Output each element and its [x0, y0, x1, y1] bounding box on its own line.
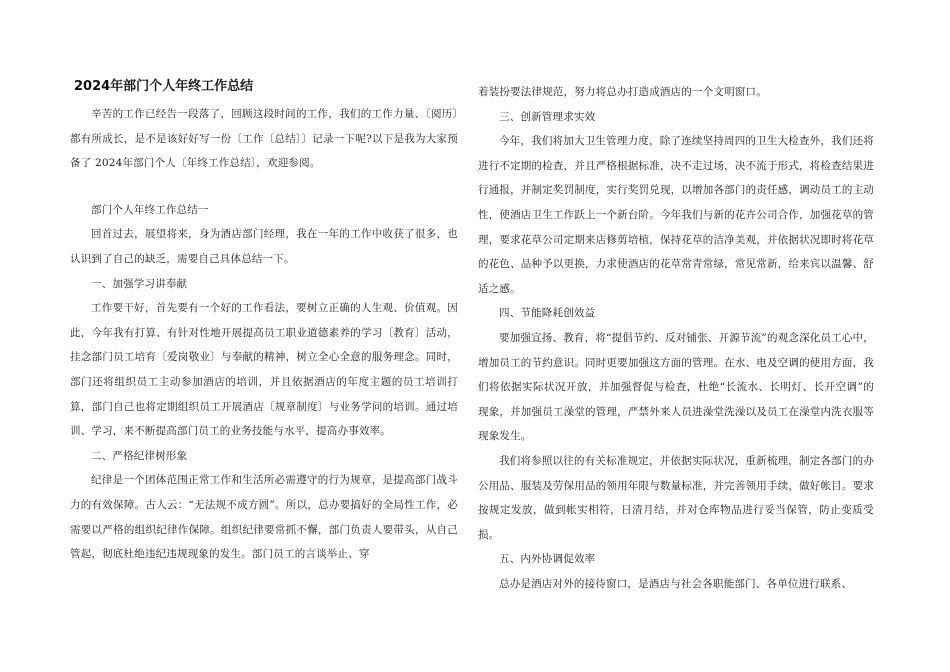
subsection-heading: 五、内外协调促效率 — [499, 553, 596, 566]
paragraph: 纪律是一个团体范围正常工作和生活所必需遵守的行为规章，是提高部门战斗力的有效保障。古人云：“无法规不成方圆”。所以，总办要搞好的全局性工作，必需要以严格的组织纪律作保障。组织纪律要常抓不懈，部门负责人要带头，从自己管起，彻底杜绝违纪违规现象的发生。部门员工的言谈举止、穿 — [70, 474, 458, 561]
subsection-heading: 四、节能降耗创效益 — [499, 307, 596, 320]
section-title: 部门个人年终工作总结一 — [91, 203, 209, 216]
subsection-heading: 一、加强学习讲奉献 — [91, 277, 188, 290]
subsection-heading: 二、严格纪律树形象 — [91, 449, 188, 462]
paragraph-continuation: 着装扮要法律规范，努力将总办打造成酒店的一个文明窗口。 — [478, 86, 767, 98]
right-column — [478, 80, 874, 596]
paragraph: 回首过去，展望将来，身为酒店部门经理，我在一年的工作中收获了很多，也认识到了自己的缺乏，需要自己具体总结一下。 — [70, 228, 458, 265]
paragraph: 我们将参照以往的有关标准规定，并依据实际状况，重新梳理，制定各部门的办公用品、服装及劳保用品的领用年限与数量标准，并完善领用手续，做好帐目。要求按规定发放，做到帐实相符，日清月结，并对仓库物品进行妥当保管，防止变质受损。 — [478, 454, 874, 541]
paragraph: 工作要干好，首先要有一个好的工作看法，要树立正确的人生观、价值观。因此，今年我有打算、有针对性地开展提高员工职业道德素养的学习〔教育〕活动，挂念部门员工培育〔爱岗敬业〕与奉献的精神，树立全心全意的服务理念。同时，部门还将组织员工主动参加酒店的培训，并且依据酒店的年度主题的员工培训打算，部门自己也将定期组织员工开展酒店〔规章制度〕与业务学问的培训。通过培训、学习，来不断提高部门员工的业务技能与水平，提高办事效率。 — [70, 302, 458, 438]
paragraph: 今年，我们将加大卫生管理力度，除了连续坚持周四的卫生大检查外，我们还将进行不定期的检查，并且严格根据标准，决不走过场，决不流于形式，将检查结果进行通报，并制定奖罚制度，实行奖罚兑现，以增加各部门的责任感，调动员工的主动性，使酒店卫生工作跃上一个新台阶。今年我们与新的花卉公司合作，加强花草的管理，要求花草公司定期来店修剪培植，保持花草的洁净美观，并依据状况即时将花草的花色、品种予以更换，力求使酒店的花草常青常绿，常见常新，给来宾以温馨、舒适之感。 — [478, 135, 874, 295]
left-column — [70, 78, 458, 567]
subsection-heading: 三、创新管理求实效 — [499, 110, 596, 123]
section-gap — [70, 176, 458, 198]
paragraph: 总办是酒店对外的接待窗口，是酒店与社会各职能部门、各单位进行联系、 — [499, 577, 853, 590]
document-title: 2024年部门个人年终工作总结 — [74, 79, 254, 94]
intro-paragraph: 辛苦的工作已经告一段落了，回顾这段时间的工作，我们的工作力量、〔阅历〕都有所成长，是不是该好好写一份〔工作〔总结〕〕记录一下呢?以下是我为大家预备了 2024年部门个人〔年终工作总结〕，欢迎参阅。 — [70, 108, 458, 170]
paragraph: 要加强宣扬、教育，将“提倡节约、反对铺张、开源节流”的观念深化员工心中，增加员工的节约意识。同时更要加强这方面的管理。在水、电及空调的使用方面，我们将依据实际状况开放，并加强督促与检查，杜绝“长流水、长明灯、长开空调”的现象，并加强员工澡堂的管理，严禁外来人员进澡堂洗澡以及员工在澡堂内洗衣服等现象发生。 — [478, 331, 874, 443]
